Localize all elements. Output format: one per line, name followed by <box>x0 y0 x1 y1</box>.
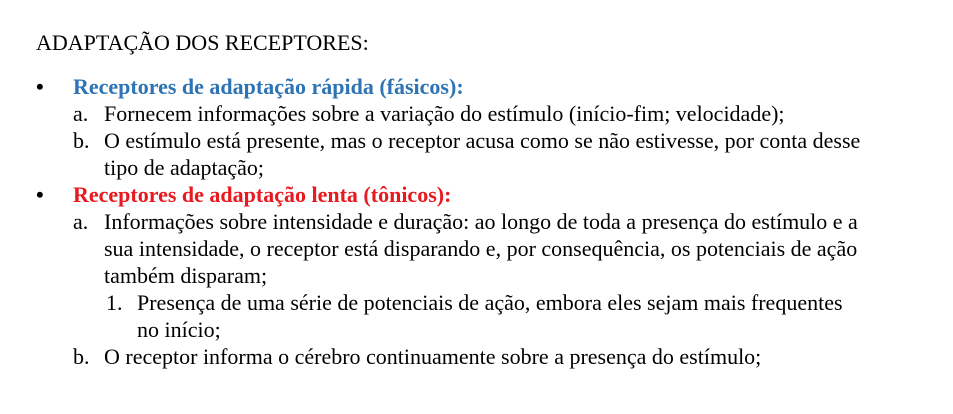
bullet-icon: • <box>36 74 44 99</box>
list-item-b <box>73 127 953 181</box>
list-item-text <box>104 208 858 343</box>
text-line: Informações sobre intensidade e duração: ao longo de toda a presença do estímulo e a <box>104 209 858 234</box>
text-line: no início; <box>137 317 221 342</box>
sub-list-item-text <box>137 289 843 343</box>
fast-adaptation-section <box>0 73 953 181</box>
list-item-a <box>73 100 953 127</box>
text-line: O estímulo está presente, mas o receptor acusa como se não estivesse, por conta desse <box>104 128 861 153</box>
page-title: ADAPTAÇÃO DOS RECEPTORES: <box>36 30 369 55</box>
bullet-item-slow-adaptation <box>0 181 953 208</box>
list-item-text <box>104 100 785 127</box>
list-item-b <box>73 343 953 370</box>
list-marker: b. <box>73 344 90 369</box>
list-item-a <box>73 208 953 343</box>
bullet-icon: • <box>36 182 44 207</box>
list-marker: a. <box>73 101 89 126</box>
list-item-text <box>104 343 761 370</box>
text-line: O receptor informa o cérebro continuamente sobre a presença do estímulo; <box>104 344 762 369</box>
text-line: sua intensidade, o receptor está disparando e, por consequência, os potenciais de ação <box>104 236 858 261</box>
text-line: também disparam; <box>104 263 268 288</box>
text-line: Presença de uma série de potenciais de ação, embora eles sejam mais frequentes <box>137 290 843 315</box>
bullet-title-fast-adaptation: Receptores de adaptação rápida (fásicos): <box>73 74 464 99</box>
list-marker: a. <box>73 209 89 234</box>
text-line: tipo de adaptação; <box>104 155 265 180</box>
list-item-text <box>104 127 860 181</box>
list-marker: b. <box>73 128 90 153</box>
sub-list-item-1 <box>106 289 858 343</box>
bullet-item-fast-adaptation <box>0 73 953 100</box>
slow-adaptation-section <box>0 181 953 370</box>
bullet-title-slow-adaptation: Receptores de adaptação lenta (tônicos): <box>73 182 452 207</box>
sub-list-marker: 1. <box>106 290 123 315</box>
text-line: Fornecem informações sobre a variação do estímulo (início-fim; velocidade); <box>104 101 785 126</box>
